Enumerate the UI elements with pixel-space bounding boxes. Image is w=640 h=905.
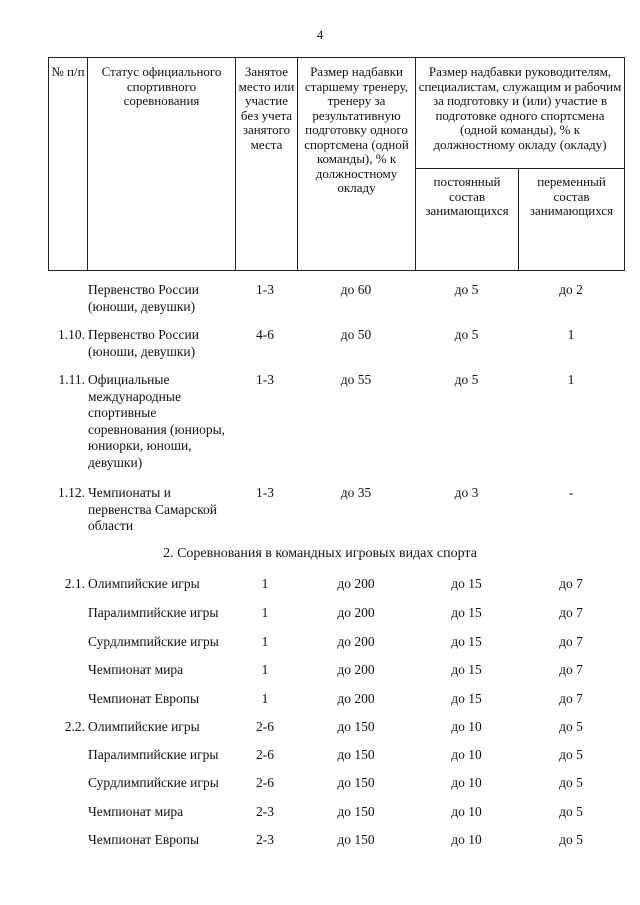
row-number: 1.12. [58,485,85,500]
row-senior-bonus: до 150 [337,747,375,762]
row-senior-bonus: до 50 [340,327,372,342]
row-variable-bonus: - [568,485,574,500]
row-status: Чемпионаты и первенства Самарской области [88,485,217,533]
header-managers: Размер надбавки руководителям, специалистам, служащим и рабочим за подготовку и (или) участие в подготовке одного спортсмена (одной команды), % к должностному окладу (окладу) [416,58,625,169]
row-permanent-bonus: до 15 [451,605,482,620]
row-place: 1 [261,576,269,591]
row-place: 1-3 [256,372,274,387]
row-senior-bonus: до 150 [337,719,375,734]
row-status: Сурдлимпийские игры [88,775,219,790]
row-place: 2-6 [256,747,274,762]
row-permanent-bonus: до 5 [454,282,479,297]
row-variable-bonus: 1 [567,372,575,387]
row-senior-bonus: до 200 [337,605,375,620]
row-permanent-bonus: до 15 [451,576,482,591]
row-senior-bonus: до 55 [340,372,372,387]
row-permanent-bonus: до 15 [451,691,482,706]
section-title: 2. Соревнования в командных игровых видах спорта [163,546,477,561]
row-status: Паралимпийские игры [88,747,219,762]
row-place: 1 [261,605,269,620]
row-status: Первенство России (юноши, девушки) [88,282,199,314]
row-variable-bonus: до 7 [559,662,583,677]
row-senior-bonus: до 150 [337,804,375,819]
row-place: 1 [261,691,269,706]
table-header [48,57,625,271]
header-permanent: постоянный состав занимающихся [416,169,519,271]
row-variable-bonus: до 5 [559,747,583,762]
row-place: 2-3 [256,804,274,819]
row-status: Официальные международные спортивные соревнования (юниоры, юниорки, юноши, девушки) [88,372,226,470]
row-variable-bonus: до 7 [559,691,583,706]
row-variable-bonus: до 5 [559,804,583,819]
row-place: 1-3 [256,485,274,500]
row-place: 1-3 [256,282,274,297]
row-place: 2-6 [256,719,274,734]
row-status: Чемпионат мира [88,662,184,677]
row-place: 1 [261,634,269,649]
row-place: 2-3 [256,832,274,847]
row-status: Олимпийские игры [88,719,200,734]
header-place: Занятое место или участие без учета занятого места [236,58,298,271]
page-number: 4 [316,27,324,42]
row-senior-bonus: до 200 [337,576,375,591]
row-status: Чемпионат Европы [88,832,200,847]
row-senior-bonus: до 60 [340,282,372,297]
row-permanent-bonus: до 15 [451,662,482,677]
row-number: 1.10. [58,327,85,342]
row-variable-bonus: до 7 [559,605,583,620]
row-permanent-bonus: до 10 [451,775,482,790]
row-permanent-bonus: до 10 [451,747,482,762]
row-senior-bonus: до 200 [337,662,375,677]
row-status: Чемпионат мира [88,804,184,819]
row-number: 2.2. [64,719,85,734]
row-permanent-bonus: до 5 [454,372,479,387]
row-permanent-bonus: до 10 [451,719,482,734]
row-variable-bonus: до 5 [559,832,583,847]
row-senior-bonus: до 200 [337,691,375,706]
row-place: 2-6 [256,775,274,790]
row-senior-bonus: до 150 [337,775,375,790]
header-status: Статус официального спортивного соревнования [88,58,236,271]
row-status: Паралимпийские игры [88,605,219,620]
row-number: 1.11. [58,372,85,387]
row-permanent-bonus: до 10 [451,832,482,847]
row-status: Сурдлимпийские игры [88,634,219,649]
row-variable-bonus: до 2 [559,282,583,297]
row-place: 4-6 [256,327,274,342]
row-senior-bonus: до 200 [337,634,375,649]
row-permanent-bonus: до 5 [454,327,479,342]
header-senior-coach: Размер надбавки старшему тренеру, тренеру за результативную подготовку одного спортсмена (одной команды), % к должностному окладу [298,58,416,271]
row-status: Чемпионат Европы [88,691,200,706]
row-place: 1 [261,662,269,677]
header-num: № п/п [49,58,88,271]
row-permanent-bonus: до 10 [451,804,482,819]
row-variable-bonus: до 5 [559,719,583,734]
row-senior-bonus: до 150 [337,832,375,847]
row-variable-bonus: до 7 [559,576,583,591]
row-senior-bonus: до 35 [340,485,372,500]
row-variable-bonus: 1 [567,327,575,342]
row-permanent-bonus: до 3 [454,485,479,500]
row-variable-bonus: до 7 [559,634,583,649]
row-permanent-bonus: до 15 [451,634,482,649]
row-status: Первенство России (юноши, девушки) [88,327,199,359]
header-variable: переменный состав занимающихся [519,169,625,271]
row-variable-bonus: до 5 [559,775,583,790]
row-number: 2.1. [64,576,85,591]
row-status: Олимпийские игры [88,576,200,591]
